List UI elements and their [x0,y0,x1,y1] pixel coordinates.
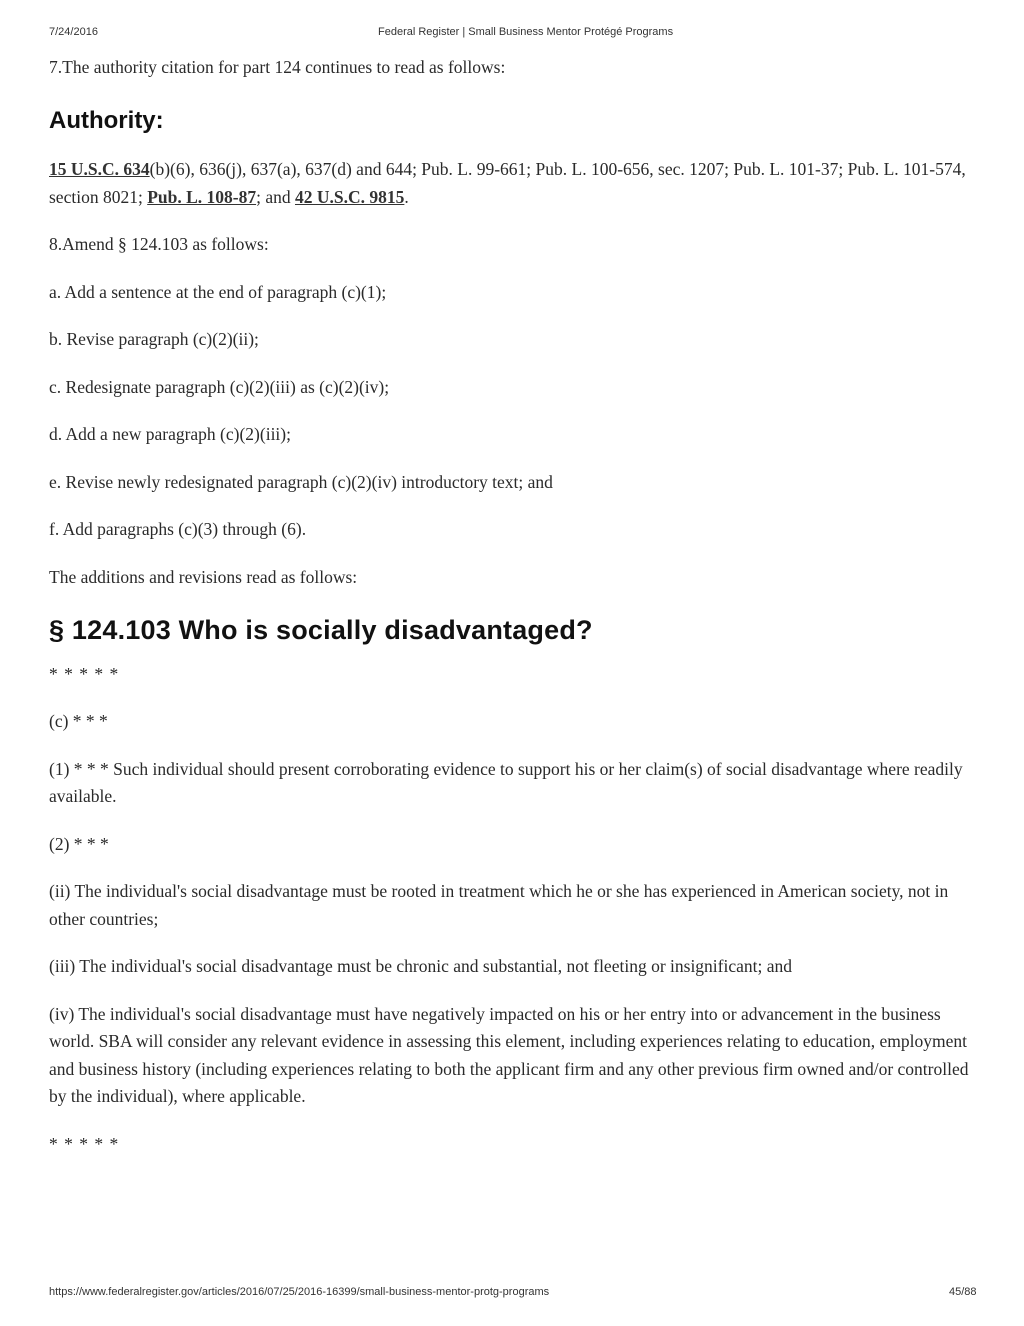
omission-stars: * * * * * [49,663,120,684]
instruction-8: 8.Amend § 124.103 as follows: [49,234,269,254]
paragraph-ii: (ii) The individual's social disadvantage must be rooted in treatment which he or she has experienced in American society, not in other countries; [49,881,949,929]
usc-9815-link[interactable]: 42 U.S.C. 9815 [294,186,405,207]
authority-heading: Authority: [49,106,164,134]
step-e: e. Revise newly redesignated paragraph (c)(2)(iv) introductory text; and [49,471,553,492]
print-title: Federal Register | Small Business Mentor Protégé Programs [378,26,674,38]
additions-intro: The additions and revisions read as follows: [49,566,358,587]
step-d: d. Add a new paragraph (c)(2)(iii); [49,424,291,444]
step-f: f. Add paragraphs (c)(3) through (6). [49,519,307,539]
usc-634-link[interactable]: 15 U.S.C. 634 [49,159,150,179]
paragraph-iii: (iii) The individual's social disadvantage must be chronic and substantial, not fleeting or insignificant; and [49,956,793,976]
paragraph-iv: (iv) The individual's social disadvantage must have negatively impacted on his or her entry into or advancement in the business world. SBA will consider any relevant evidence in assessing this element, including experiences relating to education, employment and business history (including experiences relating to both the applicant firm and any other previous firm owned and/or controlled by the individual), where applicable. [49,1003,969,1106]
paragraph-c1: (1) * * * Such individual should present corroborating evidence to support his or her claim(s) of social disadvantage where readily available. [49,758,963,806]
source-url: https://www.federalregister.gov/articles/2016/07/25/2016-16399/small-business-mentor-protg-programs [49,1286,550,1298]
step-b: b. Revise paragraph (c)(2)(ii); [49,329,259,349]
instruction-7: 7.The authority citation for part 124 continues to read as follows: [49,57,506,77]
authority-text-1: (b)(6), 636(j), 637(a), 637(d) and 644; Pub. L. 99-661; Pub. L. 100-656, sec. 1207; Pub. L. 101-37; Pub. L. 101-574, section 8021; [49,159,966,207]
paragraph-c: (c) * * * [49,711,108,731]
pub-l-108-87-link[interactable]: Pub. L. 108-87 [147,186,257,207]
omission-stars-end: * * * * * [49,1133,120,1154]
section-heading: § 124.103 Who is socially disadvantaged? [49,615,593,645]
authority-text-2: ; and [256,186,295,207]
authority-citation [49,156,974,211]
document-body [49,54,974,1158]
step-c: c. Redesignate paragraph (c)(2)(iii) as (c)(2)(iv); [49,376,390,397]
page-number: 45/88 [949,1286,977,1298]
authority-text-3: . [404,186,409,207]
paragraph-c2: (2) * * * [49,833,109,854]
step-a: a. Add a sentence at the end of paragraph (c)(1); [49,281,387,302]
print-date: 7/24/2016 [49,26,98,38]
